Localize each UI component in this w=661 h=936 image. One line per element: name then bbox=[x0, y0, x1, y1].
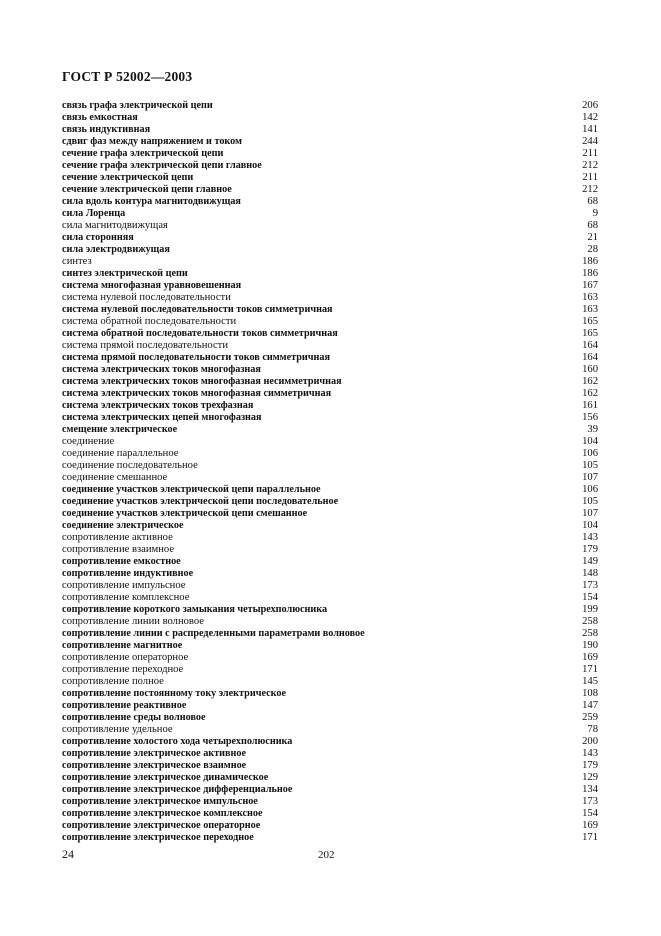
index-page-ref: 171 bbox=[582, 832, 598, 843]
index-term: сила магнитодвижущая bbox=[62, 220, 168, 231]
index-page-ref: 163 bbox=[582, 304, 598, 315]
index-term: сила электродвижущая bbox=[62, 244, 170, 255]
index-term: сопротивление индуктивное bbox=[62, 568, 194, 579]
index-page-ref: 78 bbox=[587, 724, 598, 735]
index-page-ref: 162 bbox=[582, 388, 598, 399]
index-page-ref: 147 bbox=[582, 700, 598, 711]
index-term: сопротивление электрическое взаимное bbox=[62, 760, 247, 771]
index-term: соединение bbox=[62, 436, 115, 447]
index-page-ref: 106 bbox=[582, 448, 598, 459]
index-entry bbox=[62, 268, 598, 280]
index-entry bbox=[62, 232, 598, 244]
index-term: сопротивление электрическое динамическое bbox=[62, 772, 269, 783]
index-term: система обратной последовательности bbox=[62, 316, 237, 327]
index-page-ref: 199 bbox=[582, 604, 598, 615]
index-entry bbox=[62, 832, 598, 844]
index-entry bbox=[62, 544, 598, 556]
index-entry bbox=[62, 448, 598, 460]
index-term: сопротивление короткого замыкания четырехполюсника bbox=[62, 604, 328, 615]
index-page-ref: 179 bbox=[582, 544, 598, 555]
index-term: система прямой последовательности токов симметричная bbox=[62, 352, 331, 363]
index-entry bbox=[62, 724, 598, 736]
index-term: синтез электрической цепи bbox=[62, 268, 188, 279]
index-entry bbox=[62, 124, 598, 136]
index-entry bbox=[62, 784, 598, 796]
index-entry bbox=[62, 760, 598, 772]
index-term: сопротивление реактивное bbox=[62, 700, 187, 711]
index-page-ref: 39 bbox=[587, 424, 598, 435]
document-header: ГОСТ Р 52002—2003 bbox=[62, 69, 193, 84]
index-entry bbox=[62, 208, 598, 220]
index-entry bbox=[62, 364, 598, 376]
index-entry bbox=[62, 196, 598, 208]
index-entry bbox=[62, 172, 598, 184]
index-entry bbox=[62, 376, 598, 388]
index-term: связь графа электрической цепи bbox=[62, 100, 213, 111]
index-page-ref: 179 bbox=[582, 760, 598, 771]
index-entry bbox=[62, 688, 598, 700]
index-term: сопротивление электрическое импульсное bbox=[62, 796, 258, 807]
index-entry bbox=[62, 100, 598, 112]
index-page-ref: 68 bbox=[587, 196, 598, 207]
index-term: сопротивление полное bbox=[62, 676, 164, 687]
index-page-ref: 143 bbox=[582, 748, 598, 759]
index-page-ref: 171 bbox=[582, 664, 598, 675]
index-entry bbox=[62, 424, 598, 436]
index-page-ref: 163 bbox=[582, 292, 598, 303]
index-term: сопротивление операторное bbox=[62, 652, 189, 663]
index-term: сопротивление импульсное bbox=[62, 580, 186, 591]
index-page-ref: 104 bbox=[582, 520, 598, 531]
index-term: соединение участков электрической цепи смешанное bbox=[62, 508, 308, 519]
index-page-ref: 211 bbox=[582, 148, 598, 159]
index-term: соединение последовательное bbox=[62, 460, 198, 471]
index-term: сила вдоль контура магнитодвижущая bbox=[62, 196, 241, 207]
index-term: сопротивление постоянному току электрическое bbox=[62, 688, 286, 699]
index-entry bbox=[62, 304, 598, 316]
index-page-ref: 258 bbox=[582, 616, 598, 627]
index-entry bbox=[62, 556, 598, 568]
index-page-ref: 68 bbox=[587, 220, 598, 231]
index-entry bbox=[62, 184, 598, 196]
index-term: сечение электрической цепи главное bbox=[62, 184, 232, 195]
index-entry bbox=[62, 796, 598, 808]
index-entry bbox=[62, 532, 598, 544]
index-entry bbox=[62, 160, 598, 172]
index-page-ref: 259 bbox=[582, 712, 598, 723]
index-entry bbox=[62, 292, 598, 304]
index-page-ref: 9 bbox=[592, 208, 598, 219]
index-page-ref: 211 bbox=[582, 172, 598, 183]
index-page-ref: 129 bbox=[582, 772, 598, 783]
index-entry bbox=[62, 820, 598, 832]
index-entry bbox=[62, 400, 598, 412]
index-entry bbox=[62, 712, 598, 724]
index-entry bbox=[62, 616, 598, 628]
index-entry bbox=[62, 352, 598, 364]
term-index-list bbox=[62, 100, 598, 844]
index-term: связь емкостная bbox=[62, 112, 138, 123]
index-term: сопротивление линии волновое bbox=[62, 616, 204, 627]
index-entry bbox=[62, 676, 598, 688]
index-page-ref: 164 bbox=[582, 352, 598, 363]
index-term: система электрических токов многофазная симметричная bbox=[62, 388, 332, 399]
index-term: сечение электрической цепи bbox=[62, 172, 194, 183]
index-term: система многофазная уравновешенная bbox=[62, 280, 242, 291]
index-entry bbox=[62, 460, 598, 472]
index-page-ref: 164 bbox=[582, 340, 598, 351]
index-page-ref: 244 bbox=[582, 136, 598, 147]
index-term: сила Лоренца bbox=[62, 208, 126, 219]
index-page-ref: 169 bbox=[582, 652, 598, 663]
index-entry bbox=[62, 772, 598, 784]
index-term: соединение участков электрической цепи последовательное bbox=[62, 496, 339, 507]
index-page-ref: 206 bbox=[582, 100, 598, 111]
index-term: сдвиг фаз между напряжением и током bbox=[62, 136, 242, 147]
index-term: система электрических токов многофазная несимметричная bbox=[62, 376, 342, 387]
index-term: сопротивление среды волновое bbox=[62, 712, 206, 723]
index-term: система прямой последовательности bbox=[62, 340, 228, 351]
index-page-ref: 169 bbox=[582, 820, 598, 831]
index-page-ref: 148 bbox=[582, 568, 598, 579]
center-page-marker: 202 bbox=[318, 849, 335, 861]
index-entry bbox=[62, 244, 598, 256]
index-page-ref: 212 bbox=[582, 184, 598, 195]
index-page-ref: 162 bbox=[582, 376, 598, 387]
index-term: сопротивление переходное bbox=[62, 664, 184, 675]
index-entry bbox=[62, 568, 598, 580]
index-entry bbox=[62, 520, 598, 532]
index-entry bbox=[62, 496, 598, 508]
index-entry bbox=[62, 484, 598, 496]
index-term: сопротивление электрическое дифференциальное bbox=[62, 784, 293, 795]
index-page-ref: 21 bbox=[587, 232, 598, 243]
index-term: сопротивление комплексное bbox=[62, 592, 190, 603]
index-term: система нулевой последовательности bbox=[62, 292, 231, 303]
index-term: система обратной последовательности токов симметричная bbox=[62, 328, 338, 339]
index-page-ref: 186 bbox=[582, 256, 598, 267]
index-term: синтез bbox=[62, 256, 92, 267]
index-entry bbox=[62, 628, 598, 640]
index-term: сопротивление магнитное bbox=[62, 640, 183, 651]
index-entry bbox=[62, 592, 598, 604]
index-entry bbox=[62, 508, 598, 520]
index-page-ref: 165 bbox=[582, 316, 598, 327]
index-term: сопротивление емкостное bbox=[62, 556, 181, 567]
index-entry bbox=[62, 148, 598, 160]
index-page-ref: 200 bbox=[582, 736, 598, 747]
index-term: смещение электрическое bbox=[62, 424, 178, 435]
index-term: система нулевой последовательности токов симметричная bbox=[62, 304, 333, 315]
index-page-ref: 141 bbox=[582, 124, 598, 135]
index-page-ref: 161 bbox=[582, 400, 598, 411]
index-entry bbox=[62, 640, 598, 652]
index-page-ref: 160 bbox=[582, 364, 598, 375]
index-entry bbox=[62, 580, 598, 592]
index-page-ref: 173 bbox=[582, 580, 598, 591]
index-page-ref: 258 bbox=[582, 628, 598, 639]
index-page-ref: 154 bbox=[582, 592, 598, 603]
index-term: соединение участков электрической цепи параллельное bbox=[62, 484, 321, 495]
index-entry bbox=[62, 136, 598, 148]
index-page-ref: 134 bbox=[582, 784, 598, 795]
index-page-ref: 143 bbox=[582, 532, 598, 543]
index-term: сопротивление электрическое операторное bbox=[62, 820, 261, 831]
index-page-ref: 105 bbox=[582, 460, 598, 471]
index-entry bbox=[62, 748, 598, 760]
index-entry bbox=[62, 652, 598, 664]
index-page-ref: 212 bbox=[582, 160, 598, 171]
index-entry bbox=[62, 328, 598, 340]
index-page-ref: 154 bbox=[582, 808, 598, 819]
index-entry bbox=[62, 736, 598, 748]
index-entry bbox=[62, 700, 598, 712]
index-term: система электрических токов трехфазная bbox=[62, 400, 254, 411]
index-page-ref: 173 bbox=[582, 796, 598, 807]
index-entry bbox=[62, 472, 598, 484]
index-entry bbox=[62, 220, 598, 232]
index-term: сопротивление электрическое активное bbox=[62, 748, 247, 759]
index-term: соединение смешанное bbox=[62, 472, 168, 483]
index-page-ref: 142 bbox=[582, 112, 598, 123]
index-page-ref: 145 bbox=[582, 676, 598, 687]
index-term: сила сторонняя bbox=[62, 232, 134, 243]
index-term: сопротивление активное bbox=[62, 532, 173, 543]
index-entry bbox=[62, 340, 598, 352]
index-page-ref: 190 bbox=[582, 640, 598, 651]
index-entry bbox=[62, 664, 598, 676]
index-page-ref: 107 bbox=[582, 472, 598, 483]
index-page-ref: 149 bbox=[582, 556, 598, 567]
index-entry bbox=[62, 112, 598, 124]
index-term: соединение параллельное bbox=[62, 448, 179, 459]
page-number: 24 bbox=[62, 847, 74, 861]
index-term: связь индуктивная bbox=[62, 124, 151, 135]
index-entry bbox=[62, 280, 598, 292]
index-page-ref: 108 bbox=[582, 688, 598, 699]
index-entry bbox=[62, 256, 598, 268]
index-page-ref: 104 bbox=[582, 436, 598, 447]
index-term: сопротивление электрическое комплексное bbox=[62, 808, 263, 819]
index-page-ref: 186 bbox=[582, 268, 598, 279]
index-term: сечение графа электрической цепи bbox=[62, 148, 224, 159]
index-page-ref: 156 bbox=[582, 412, 598, 423]
index-term: сечение графа электрической цепи главное bbox=[62, 160, 262, 171]
index-term: сопротивление удельное bbox=[62, 724, 173, 735]
index-page-ref: 106 bbox=[582, 484, 598, 495]
index-entry bbox=[62, 316, 598, 328]
index-term: сопротивление холостого хода четырехполюсника bbox=[62, 736, 293, 747]
index-term: сопротивление линии с распределенными параметрами волновое bbox=[62, 628, 365, 639]
index-entry bbox=[62, 388, 598, 400]
index-page-ref: 107 bbox=[582, 508, 598, 519]
index-term: сопротивление взаимное bbox=[62, 544, 175, 555]
index-page-ref: 167 bbox=[582, 280, 598, 291]
index-entry bbox=[62, 436, 598, 448]
index-term: система электрических токов многофазная bbox=[62, 364, 261, 375]
index-page-ref: 105 bbox=[582, 496, 598, 507]
index-entry bbox=[62, 604, 598, 616]
index-page-ref: 28 bbox=[587, 244, 598, 255]
index-term: сопротивление электрическое переходное bbox=[62, 832, 254, 843]
index-page-ref: 165 bbox=[582, 328, 598, 339]
index-entry bbox=[62, 412, 598, 424]
index-entry bbox=[62, 808, 598, 820]
index-term: соединение электрическое bbox=[62, 520, 184, 531]
index-term: система электрических цепей многофазная bbox=[62, 412, 262, 423]
